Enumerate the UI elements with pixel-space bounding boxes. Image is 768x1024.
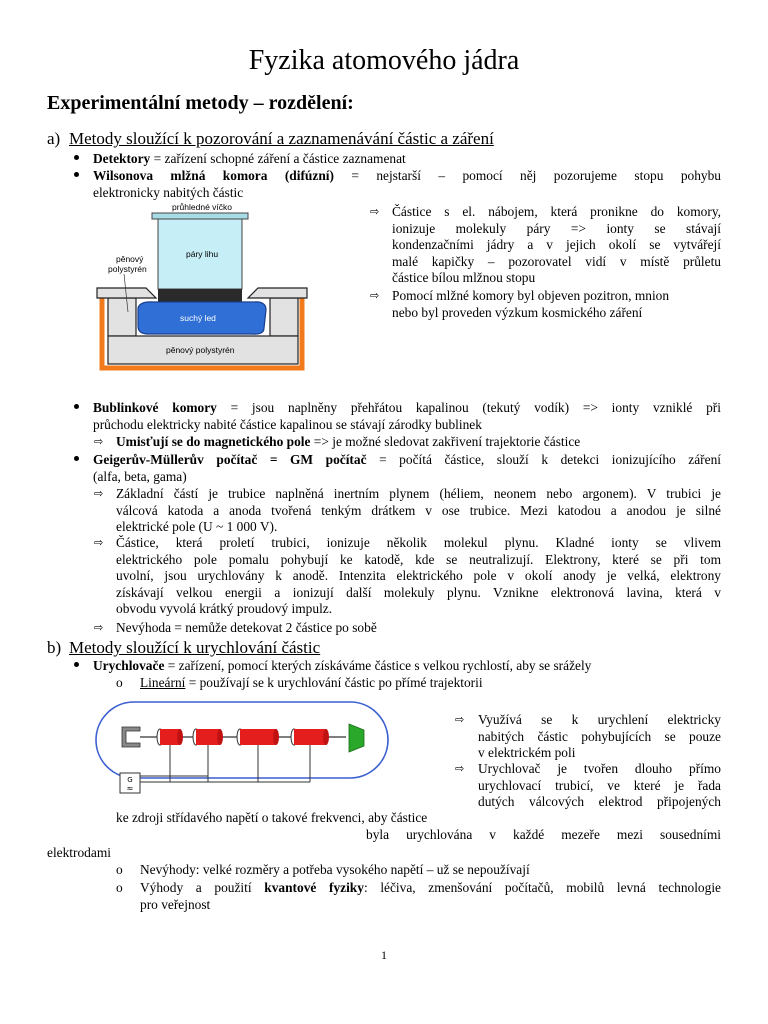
arrow-right-icon: ⇨ xyxy=(94,536,104,549)
detektory-term: Detektory xyxy=(93,151,151,166)
vyhody-post-2: pro veřejnost xyxy=(140,897,211,912)
ion-source xyxy=(122,727,140,747)
circle-bullet: o xyxy=(116,880,123,895)
gm-note-2 xyxy=(116,535,721,618)
arrow-right-icon: ⇨ xyxy=(94,435,104,448)
wilson-note-1 xyxy=(392,204,721,287)
foam-right xyxy=(270,298,298,336)
accel-note-1-line: nabitých částic pohybujících se pouze xyxy=(478,728,721,744)
label-lid: průhledné víčko xyxy=(172,202,233,212)
transparent-lid xyxy=(152,213,248,219)
wilson-text-2: elektronicky nabitých částic xyxy=(93,185,244,200)
urychlovace-text: = zařízení, pomocí kterých získáváme částice s velkou rychlostí, aby se srážely xyxy=(164,658,592,673)
linearni-term: Lineární xyxy=(140,675,186,690)
accel-note-1 xyxy=(478,712,721,762)
bublinkove-note-bold: Umisťují se do magnetického pole xyxy=(116,434,311,449)
gm-note-2-line: získávají velkou energii a ionizují další molekuly plynu. Vznikne elektronová lavina, která v xyxy=(116,584,721,600)
accel-note-2-line: urychlovací trubicí, ve které je řada xyxy=(478,777,721,793)
bullet-icon xyxy=(73,150,81,158)
wilson-note-2-line: nebo byl proveden výzkum kosmického záření xyxy=(392,304,643,320)
wilson-item xyxy=(93,168,721,185)
gm-note-1 xyxy=(116,486,721,536)
target xyxy=(349,724,364,752)
label-foam-left-2: polystyrén xyxy=(108,264,147,274)
generator-label: G xyxy=(127,776,133,784)
bublinkove-term: Bublinkové komory xyxy=(93,400,217,415)
section-a-title xyxy=(47,128,494,150)
drift-tube xyxy=(291,729,329,745)
wilson-note-1-line: kondenzačními jádry a v jejich okolí se vytvářejí xyxy=(392,237,721,252)
gm-text-1: = počítá částice, slouží k detekci ionizujícího záření xyxy=(366,452,722,467)
detektory-text: = zařízení schopné záření a částice zaznamenat xyxy=(150,151,406,166)
arrow-right-icon: ⇨ xyxy=(94,487,104,500)
wilson-term: Wilsonova mlžná komora (difúzní) xyxy=(93,168,334,183)
section-a-label: a) xyxy=(47,129,61,148)
section-heading: Experimentální metody – rozdělení: xyxy=(47,92,354,114)
wilson-note-2-line: Pomocí mlžné komory byl objeven pozitron, mnion xyxy=(392,288,670,303)
bullet-icon xyxy=(73,451,81,459)
gm-note-1-line: válcová katoda a anoda tvořená tenkým drátkem v ose trubice. Mezi katodou a anodou je silné xyxy=(116,502,721,518)
metal-plate xyxy=(158,289,242,302)
gm-item xyxy=(93,452,721,469)
linear-accelerator-diagram xyxy=(94,700,390,800)
gm-note-1-line: Základní částí je trubice naplněná inertním plynem (héliem, neonem nebo argonem). V trubici je xyxy=(116,486,721,501)
accel-note-2-line: Urychlovač je tvořen dlouho přímo xyxy=(478,761,721,776)
drift-tube xyxy=(193,729,223,745)
bublinkove-note xyxy=(116,434,580,451)
nevyhody-item: Nevýhody: velké rozměry a potřeba vysokého napětí – už se nepoužívají xyxy=(140,862,530,877)
detektory-item xyxy=(93,151,406,168)
page-title: Fyzika atomového jádra xyxy=(248,45,520,76)
gm-note-2-line: uvolní, jsou urychlovány k anodě. Intenzita elektrického pole v okolí anody je velká, elektrony xyxy=(116,568,721,583)
label-foam-left-1: pěnový xyxy=(116,254,144,264)
bublinkove-item xyxy=(93,400,721,417)
gm-term: Geigerův-Müllerův počítač = GM počítač xyxy=(93,452,367,467)
accel-note-2-line: dutých válcových elektrod připojených xyxy=(478,794,721,809)
urychlovace-term: Urychlovače xyxy=(93,658,165,673)
urychlovace-item xyxy=(93,658,591,675)
vyhody-bold: kvantové fyziky xyxy=(264,880,364,895)
accel-note-1-line: v elektrickém poli xyxy=(478,745,576,760)
section-a-title-text: Metody sloužící k pozorování a zaznamenávání částic a záření xyxy=(69,129,494,148)
arrow-right-icon: ⇨ xyxy=(370,289,380,302)
accel-continuation-2: byla urychlována v každé mezeře mezi sousedními xyxy=(366,827,721,842)
gm-note-1-line: elektrické pole (U ~ 1 000 V). xyxy=(116,519,278,534)
section-b-title-text: Metody sloužící k urychlování částic xyxy=(69,638,321,657)
vyhody-pre: Výhody a použití xyxy=(140,880,265,895)
drift-tube xyxy=(237,729,279,745)
arrow-right-icon: ⇨ xyxy=(370,205,380,218)
accel-note-2 xyxy=(478,761,721,811)
vyhody-item xyxy=(140,880,721,897)
cloud-chamber-diagram xyxy=(94,200,310,372)
accel-continuation-3: elektrodami xyxy=(47,845,111,860)
foam-step-right xyxy=(248,288,307,298)
bullet-icon xyxy=(73,167,81,175)
gm-note-2-line: Částice, která proletí trubici, ionizuje několik molekul plynu. Kladné ionty se vlivem xyxy=(116,535,721,550)
circle-bullet: o xyxy=(116,862,123,877)
vyhody-post-1: : léčiva, zmenšování počítačů, mobilů levná technologie xyxy=(363,880,721,895)
label-vapor: páry lihu xyxy=(186,249,219,259)
section-b-label: b) xyxy=(47,638,62,657)
gm-note-2-line: obvodu vyvolá krátký proudový impulz. xyxy=(116,601,333,616)
wilson-note-1-line: částice bílou mlžnou stopu xyxy=(392,270,536,285)
label-dry-ice: suchý led xyxy=(180,313,216,323)
accel-note-1-line: Využívá se k urychlení elektricky xyxy=(478,712,721,727)
wilson-note-2 xyxy=(392,288,721,321)
section-b-title xyxy=(47,637,320,659)
gm-note-2-line: elektrického pole pomalu pohybují ke katodě, kde se neutralizují. Elektrony, které se při tom xyxy=(116,551,721,567)
linearni-text: = používají se k urychlování částic po přímé trajektorii xyxy=(185,675,483,690)
generator-ac-symbol: ≈ xyxy=(126,784,134,793)
bullet-icon xyxy=(73,399,81,407)
gm-note-3: Nevýhoda = nemůže detekovat 2 částice po sobě xyxy=(116,620,377,635)
wilson-note-1-line: malé kapičky – pozorovatel vidí v místě průletu xyxy=(392,253,721,269)
arrow-right-icon: ⇨ xyxy=(455,762,465,775)
foam-left xyxy=(108,298,136,336)
bublinkove-text-2: průchodu elektricky nabité částice kapalinou se stávají zárodky bublinek xyxy=(93,417,482,432)
linearni-item xyxy=(140,675,483,692)
page-number: 1 xyxy=(381,948,387,962)
bublinkove-note-text: => je možné sledovat zakřivení trajektorie částice xyxy=(310,434,581,449)
bublinkove-text-1: = jsou naplněny přehřátou kapalinou (tekutý vodík) => ionty vzniklé při xyxy=(216,400,721,415)
label-foam-bottom: pěnový polystyrén xyxy=(166,345,235,355)
drift-tube xyxy=(157,729,183,745)
circle-bullet: o xyxy=(116,675,123,690)
wilson-note-1-line: ionizuje molekuly páry => ionty se stávají xyxy=(392,220,721,236)
wilson-text-1: = nejstarší – pomocí něj pozorujeme stopu pohybu xyxy=(333,168,721,183)
wilson-note-1-line: Částice s el. nábojem, která pronikne do komory, xyxy=(392,204,721,219)
arrow-right-icon: ⇨ xyxy=(94,621,104,634)
bullet-icon xyxy=(73,657,81,665)
arrow-right-icon: ⇨ xyxy=(455,713,465,726)
accel-continuation-1: ke zdroji střídavého napětí o takové frekvenci, aby částice xyxy=(116,810,428,825)
gm-text-2: (alfa, beta, gama) xyxy=(93,469,187,484)
